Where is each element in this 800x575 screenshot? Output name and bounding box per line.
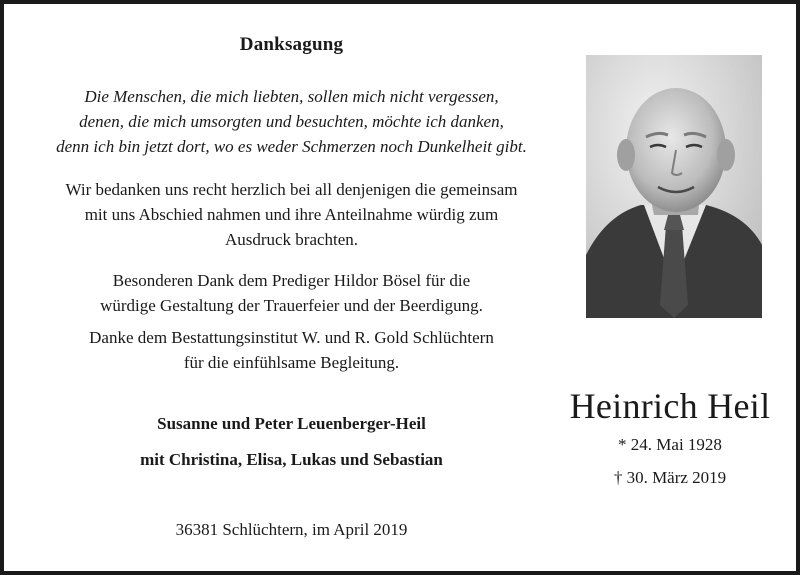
deceased-name: Heinrich Heil bbox=[569, 386, 771, 426]
preacher-thanks-line: würdige Gestaltung der Trauerfeier und der Beerdigung. bbox=[100, 296, 483, 315]
poem bbox=[24, 84, 559, 159]
signatory-line: mit Christina, Elisa, Lukas und Sebastian bbox=[140, 450, 443, 469]
thanks-line: mit uns Abschied nahmen und ihre Anteilnahme würdig zum bbox=[84, 205, 499, 224]
thanks-line: Ausdruck brachten. bbox=[224, 230, 359, 249]
poem-line: denen, die mich umsorgten und besuchten, möchte ich danken, bbox=[79, 112, 504, 131]
signatories bbox=[24, 411, 559, 472]
notice-title: Danksagung bbox=[239, 34, 344, 55]
preacher-thanks-line: Besonderen Dank dem Prediger Hildor Bösel für die bbox=[112, 271, 471, 290]
place-and-date: 36381 Schlüchtern, im April 2019 bbox=[175, 520, 408, 539]
poem-line: Die Menschen, die mich liebten, sollen mich nicht vergessen, bbox=[84, 87, 499, 106]
signatory-line: Susanne und Peter Leuenberger-Heil bbox=[157, 414, 426, 433]
birth-date: * 24. Mai 1928 bbox=[618, 435, 722, 454]
funeral-home-thanks-line: für die einfühlsame Begleitung. bbox=[183, 353, 400, 372]
funeral-home-thanks-paragraph bbox=[24, 325, 559, 375]
thanks-column bbox=[24, 34, 559, 542]
poem-line: denn ich bin jetzt dort, wo es weder Schmerzen noch Dunkelheit gibt. bbox=[56, 137, 527, 156]
preacher-thanks-paragraph bbox=[24, 268, 559, 318]
thanks-paragraph bbox=[24, 177, 559, 252]
deceased-info bbox=[554, 384, 786, 490]
portrait-photo bbox=[586, 55, 762, 318]
death-date: † 30. März 2019 bbox=[613, 468, 727, 487]
thanks-line: Wir bedanken uns recht herzlich bei all denjenigen die gemeinsam bbox=[65, 180, 518, 199]
funeral-home-thanks-line: Danke dem Bestattungsinstitut W. und R. Gold Schlüchtern bbox=[89, 328, 494, 347]
